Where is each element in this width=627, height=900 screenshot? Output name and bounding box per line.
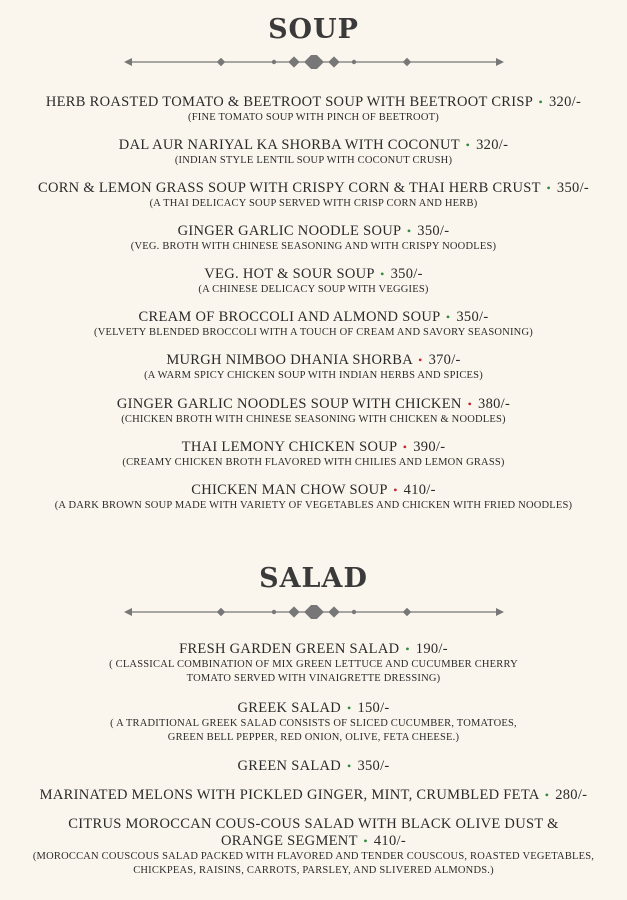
item-description: (VEG. BROTH WITH CHINESE SEASONING AND WITH CRISPY NOODLES): [130, 241, 497, 252]
item-price: 280/-: [555, 787, 588, 803]
item-name-line: [0, 94, 627, 111]
item-name: FRESH GARDEN GREEN SALAD: [179, 641, 400, 657]
menu-item: [0, 787, 627, 804]
menu-item: [0, 266, 627, 297]
soup-ornament-divider: [0, 55, 627, 69]
item-name: MURGH NIMBOO DHANIA SHORBA: [166, 352, 413, 368]
menu-item: [0, 641, 627, 686]
soup-heading: SOUP: [268, 14, 359, 45]
item-name-line: [0, 833, 627, 850]
item-name: GINGER GARLIC NOODLE SOUP: [177, 223, 401, 239]
item-description: GREEN BELL PEPPER, RED ONION, OLIVE, FETA CHEESE.): [167, 732, 460, 743]
nonveg-indicator-dot: •: [402, 440, 408, 454]
item-price: 350/-: [390, 266, 423, 282]
veg-indicator-dot: •: [380, 267, 385, 281]
veg-indicator-dot: •: [346, 759, 352, 773]
item-description: (VELVETY BLENDED BROCCOLI WITH A TOUCH OF CREAM AND SAVORY SEASONING): [94, 327, 533, 338]
item-name-line: [0, 787, 627, 804]
item-name: CITRUS MOROCCAN COUS-COUS SALAD WITH BLACK OLIVE DUST &: [68, 816, 559, 832]
veg-indicator-dot: •: [546, 181, 551, 195]
salad-ornament-divider: [0, 605, 627, 619]
veg-indicator-dot: •: [346, 701, 352, 715]
menu-item: [0, 439, 627, 470]
item-name: CREAM OF BROCCOLI AND ALMOND SOUP: [138, 309, 440, 325]
item-name-continued: ORANGE SEGMENT: [221, 833, 358, 849]
item-price: 370/-: [428, 352, 461, 368]
item-description: (CREAMY CHICKEN BROTH FLAVORED WITH CHILIES AND LEMON GRASS): [122, 457, 505, 468]
item-name: CORN & LEMON GRASS SOUP WITH CRISPY CORN & THAI HERB CRUST: [37, 180, 541, 196]
item-name-line: [0, 223, 627, 240]
menu-item: [0, 180, 627, 211]
item-description: TOMATO SERVED WITH VINAIGRETTE DRESSING): [186, 673, 441, 684]
item-name-line: [0, 396, 627, 413]
item-name-line: [0, 482, 627, 499]
item-name: CHICKEN MAN CHOW SOUP: [191, 482, 388, 498]
item-description: (A CHINESE DELICACY SOUP WITH VEGGIES): [198, 284, 429, 295]
item-name-line: [0, 641, 627, 658]
menu-item: [0, 396, 627, 427]
menu-item: [0, 94, 627, 125]
menu-item: [0, 352, 627, 383]
menu-item: [0, 137, 627, 168]
item-price: 320/-: [476, 137, 509, 153]
veg-indicator-dot: •: [538, 95, 544, 109]
item-price: 190/-: [415, 641, 448, 657]
item-price: 380/-: [478, 396, 511, 412]
item-price: 390/-: [413, 439, 446, 455]
item-name-line: [0, 816, 627, 833]
item-description: (MOROCCAN COUSCOUS SALAD PACKED WITH FLAVORED AND TENDER COUSCOUS, ROASTED VEGETABLES,: [32, 851, 595, 862]
item-description: (A DARK BROWN SOUP MADE WITH VARIETY OF VEGETABLES AND CHICKEN WITH FRIED NOODLES): [54, 500, 573, 511]
item-price: 410/-: [373, 833, 406, 849]
nonveg-indicator-dot: •: [467, 397, 473, 411]
salad-heading: SALAD: [259, 563, 368, 594]
menu-item: [0, 758, 627, 775]
item-name-line: [0, 700, 627, 717]
nonveg-indicator-dot: •: [418, 353, 423, 367]
item-name: GINGER GARLIC NOODLES SOUP WITH CHICKEN: [116, 396, 462, 412]
item-price: 410/-: [403, 482, 436, 498]
item-name: GREEK SALAD: [237, 700, 342, 716]
item-description: (FINE TOMATO SOUP WITH PINCH OF BEETROOT): [188, 112, 439, 123]
veg-indicator-dot: •: [406, 224, 412, 238]
veg-indicator-dot: •: [405, 642, 410, 656]
item-price: 350/-: [556, 180, 590, 196]
item-name-line: [0, 180, 627, 197]
item-description: ( CLASSICAL COMBINATION OF MIX GREEN LETTUCE AND CUCUMBER CHERRY: [109, 659, 518, 670]
menu-item: [0, 309, 627, 340]
menu-item: [0, 700, 627, 745]
item-description: (CHICKEN BROTH WITH CHINESE SEASONING WITH CHICKEN & NOODLES): [121, 414, 506, 425]
item-name-line: [0, 266, 627, 283]
veg-indicator-dot: •: [465, 138, 471, 152]
item-name-line: [0, 309, 627, 326]
ornament-icon: [124, 605, 504, 619]
item-name-line: [0, 439, 627, 456]
item-name: GREEN SALAD: [237, 758, 342, 774]
veg-indicator-dot: •: [445, 310, 451, 324]
item-name-line: [0, 137, 627, 154]
item-description: CHICKPEAS, RAISINS, CARROTS, PARSLEY, AND SLIVERED ALMONDS.): [133, 865, 494, 876]
nonveg-indicator-dot: •: [393, 483, 398, 497]
veg-indicator-dot: •: [544, 788, 550, 802]
item-name: MARINATED MELONS WITH PICKLED GINGER, MINT, CRUMBLED FETA: [39, 787, 539, 803]
item-name-line: [0, 758, 627, 775]
item-description: ( A TRADITIONAL GREEK SALAD CONSISTS OF SLICED CUCUMBER, TOMATOES,: [110, 718, 517, 729]
item-price: 320/-: [549, 94, 582, 110]
item-name: DAL AUR NARIYAL KA SHORBA WITH COCONUT: [118, 137, 460, 153]
item-price: 350/-: [357, 758, 390, 774]
menu-item: [0, 816, 627, 878]
item-name: HERB ROASTED TOMATO & BEETROOT SOUP WITH BEETROOT CRISP: [45, 94, 533, 110]
item-price: 150/-: [357, 700, 390, 716]
item-price: 350/-: [417, 223, 450, 239]
item-description: (A WARM SPICY CHICKEN SOUP WITH INDIAN HERBS AND SPICES): [144, 370, 483, 381]
item-name: VEG. HOT & SOUR SOUP: [204, 266, 375, 282]
ornament-icon: [124, 55, 504, 69]
item-description: (A THAI DELICACY SOUP SERVED WITH CRISP CORN AND HERB): [149, 198, 478, 209]
menu-item: [0, 482, 627, 513]
item-description: (INDIAN STYLE LENTIL SOUP WITH COCONUT CRUSH): [174, 155, 453, 166]
item-name: THAI LEMONY CHICKEN SOUP: [181, 439, 397, 455]
item-price: 350/-: [456, 309, 489, 325]
menu-item: [0, 223, 627, 254]
item-name-line: [0, 352, 627, 369]
veg-indicator-dot: •: [363, 834, 368, 848]
